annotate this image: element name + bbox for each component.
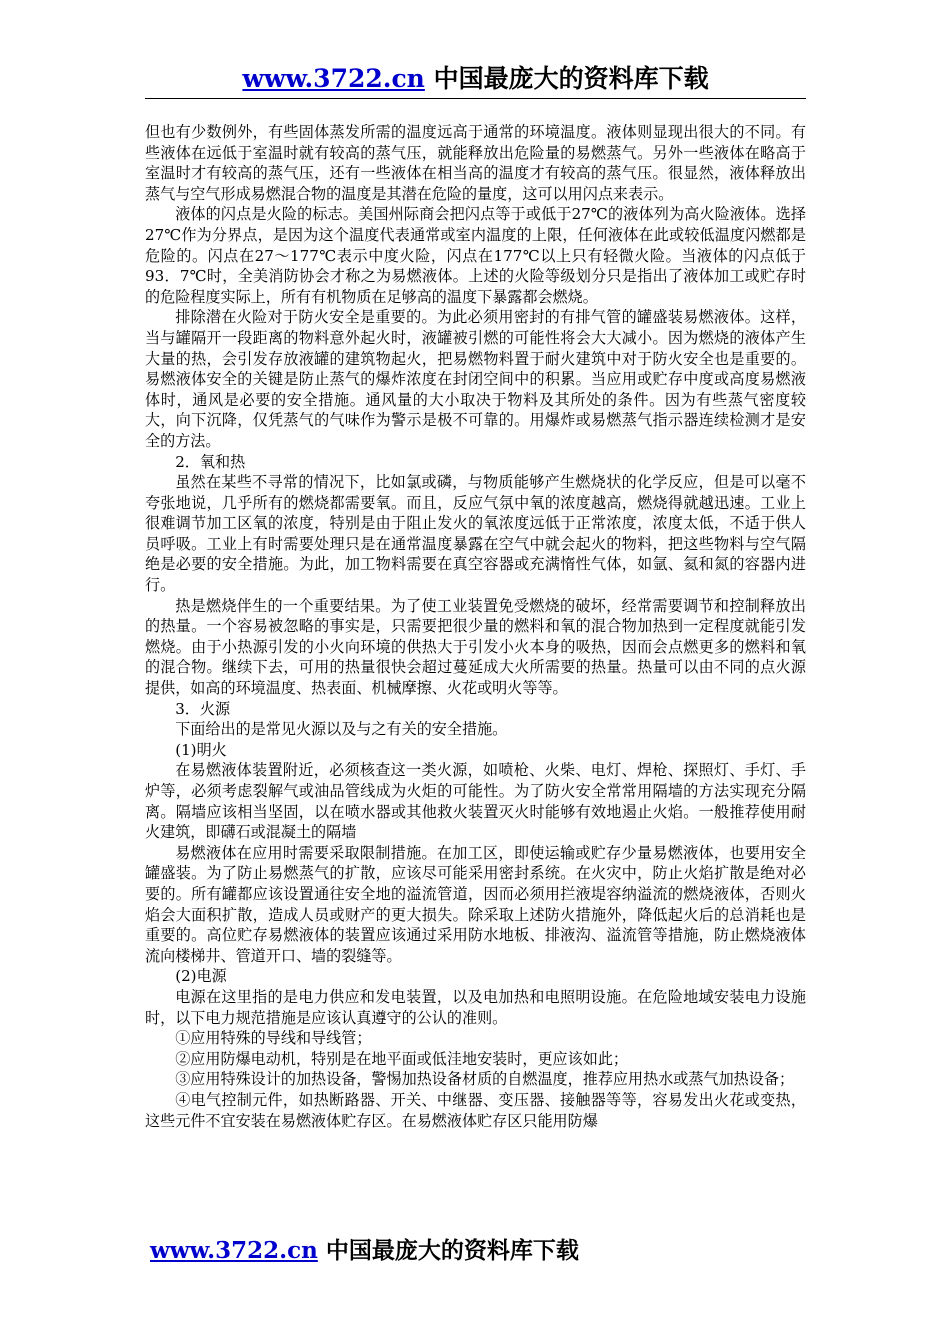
list-item-2: ②应用防爆电动机，特别是在地平面或低洼地安装时，更应该如此； [175,1049,629,1068]
paragraph-1: 但也有少数例外，有些固体蒸发所需的温度远高于通常的环境温度。液体则显现出很大的不同。有些液体在远低于室温时就有较高的蒸气压，就能释放出危险量的易燃蒸气。另外一些液体在略高于室温时才有较高的蒸气压，还有一些液体在相当高的温度才有较高的蒸气压。很显然，液体释放出蒸气与空气形成易燃混合物的温度是其潜在危险的量度，这可以用闪点来表示。 [145,123,806,203]
list-item-4: ④电气控制元件，如热断路器、开关、中继器、变压器、接触器等等，容易发出火花或变热，这些元件不宜安装在易燃液体贮存区。在易燃液体贮存区只能用防爆 [145,1090,806,1130]
paragraph-4: 虽然在某些不寻常的情况下，比如氯或磷，与物质能够产生燃烧状的化学反应，但是可以毫不夸张地说，几乎所有的燃烧都需要氧。而且，反应气氛中氧的浓度越高，燃烧得就越迅速。工业上很难调节加工区氧的浓度，特别是由于阻止发火的氧浓度远低于正常浓度，浓度太低，不适于供人员呼吸。工业上有时需要处理只是在通常温度暴露在空气中就会起火的物料，把这些物料与空气隔绝是必要的安全措施。为此，加工物料需要在真空容器或充满惰性气体，如氩、氦和氮的容器内进行。 [145,473,806,595]
header-site-link[interactable]: www.3722.cn [242,64,425,93]
document-body [145,122,806,1131]
paragraph-8: 易燃液体在应用时需要采取限制措施。在加工区，即使运输或贮存少量易燃液体，也要用安全罐盛装。为了防止易燃蒸气的扩散，应该尽可能采用密封系统。在火灾中，防止火焰扩散是绝对必要的。所有罐都应该设置通往安全地的溢流管道，因而必须用拦液堤容纳溢流的燃烧液体，否则火焰会大面积扩散，造成人员或财产的更大损失。除采取上述防火措施外，降低起火后的总消耗也是重要的。高位贮存易燃液体的装置应该通过采用防水地板、排液沟、溢流管等措施，防止燃烧液体流向楼梯井、管道开口、墙的裂缝等。 [145,843,806,965]
paragraph-9: 电源在这里指的是电力供应和发电装置，以及电加热和电照明设施。在危险地域安装电力设施时，以下电力规范措施是应该认真遵守的公认的准则。 [145,987,806,1027]
list-item-3: ③应用特殊设计的加热设备，警惕加热设备材质的自燃温度，推荐应用热水或蒸气加热设备； [175,1070,795,1089]
paragraph-6: 下面给出的是常见火源以及与之有关的安全措施。 [175,720,508,739]
section-heading-ignition-source: 3．火源 [175,699,231,718]
header-divider [145,98,806,99]
footer-tagline: 中国最庞大的资料库下载 [317,1237,579,1264]
paragraph-2: 液体的闪点是火险的标志。美国州际商会把闪点等于或低于27℃的液体列为高火险液体。选择27℃作为分界点，是因为这个温度代表通常或室内温度的上限，任何液体在此或较低温度闪燃都是危险的。闪点在27～177℃表示中度火险，闪点在177℃以上只有轻微火险。当液体的闪点低于93．7℃时，全美消防协会才称之为易燃液体。上述的火险等级划分只是指出了液体加工或贮存时的危险程度实际上，所有有机物质在足够高的温度下暴露都会燃烧。 [145,205,806,306]
paragraph-5: 热是燃烧伴生的一个重要结果。为了使工业装置免受燃烧的破坏，经常需要调节和控制释放出的热量。一个容易被忽略的事实是，只需要把很少量的燃料和氧的混合物加热到一定程度就能引发燃烧。由于小热源引发的小火向环境的供热大于引发小火本身的吸热，因而会点燃更多的燃料和氧的混合物。继续下去，可用的热量很快会超过蔓延成大火所需要的热量。热量可以由不同的点火源提供，如高的环境温度、热表面、机械摩擦、火花或明火等等。 [145,596,806,698]
header-tagline: 中国最庞大的资料库下载 [424,64,709,93]
list-item-1: ①应用特殊的导线和导线管； [175,1029,372,1048]
page-header [145,62,806,96]
paragraph-7: 在易燃液体装置附近，必须核查这一类火源，如喷枪、火柴、电灯、焊枪、探照灯、手灯、手炉等，必须考虑裂解气或油品管线成为火炬的可能性。为了防火安全常常用隔墙的方法实现充分隔离。隔墙应该相当坚固，以在喷水器或其他救火装置灭火时能够有效地遏止火焰。一般推荐使用耐火建筑，即礴石或混凝土的隔墙 [145,761,806,842]
subheading-power-source: (2)电源 [175,967,227,986]
section-heading-oxygen-heat: 2．氧和热 [175,452,246,471]
page-footer [150,1236,579,1266]
subheading-open-flame: (1)明火 [175,740,227,759]
paragraph-3: 排除潜在火险对于防火安全是重要的。为此必须用密封的有排气管的罐盛装易燃液体。这样，当与罐隔开一段距离的物料意外起火时，液罐被引燃的可能性将会大大减小。因为燃烧的液体产生大量的热，会引发存放液罐的建筑物起火，把易燃物料置于耐火建筑中对于防火安全也是重要的。易燃液体安全的关键是防止蒸气的爆炸浓度在封闭空间中的积累。当应用或贮存中度或高度易燃液体时，通风是必要的安全措施。通风量的大小取决于物料及其所处的条件。因为有些蒸气密度较大，向下沉降，仅凭蒸气的气味作为警示是极不可靠的。用爆炸或易燃蒸气指示器连续检测才是安全的方法。 [145,308,806,450]
footer-site-link[interactable]: www.3722.cn [150,1237,318,1264]
